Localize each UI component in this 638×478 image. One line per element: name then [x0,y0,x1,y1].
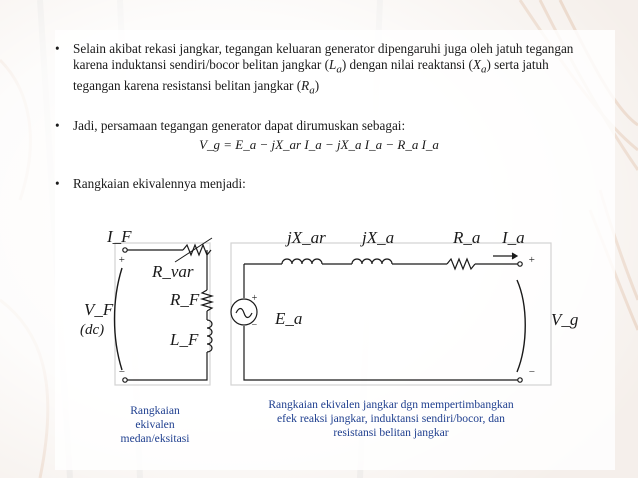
armature-caption-line: Rangkaian ekivalen jangkar dgn mempertimbangkan [268,398,514,411]
bullet-1-text-mid2: ) serta jatuh tegangan karena resistansi belitan jangkar ( [73,57,549,94]
source-minus: − [251,320,258,331]
field-minus: − [118,366,126,378]
bullet-3-text: Rangkaian ekivalennya menjadi: [73,176,246,191]
source-plus: + [251,293,258,304]
symbol-X: X [472,57,481,73]
label-rvar: R_var [152,262,194,281]
label-vg: V_g [551,310,579,329]
bullet-dot: • [55,176,60,191]
label-dc: (dc) [80,322,105,338]
armature-caption [226,398,556,440]
subscript-a: a [336,64,342,77]
label-ia: I_a [502,228,525,247]
bullet-dot: • [55,118,60,133]
label-lf: L_F [170,330,199,349]
armature-caption-line: resistansi belitan jangkar [333,426,449,439]
bullet-1-text: Selain akibat rekasi jangkar, tegangan keluaran generator dipengaruhi juga oleh jatuh tegangan karena induktansi sendiri/bocor belitan jangkar ( [73,41,574,73]
terminal-minus: − [528,366,536,378]
field-circuit [115,238,213,385]
subscript-a: a [309,85,315,98]
symbol-R: R [301,78,310,94]
terminal-plus: + [528,254,536,266]
bullet-1-text-end: ) [314,78,320,94]
voltage-equation: V_g = E_a − jX_ar I_a − jX_a I_a − R_a I_a [199,137,439,152]
label-jxar: jX_ar [287,228,326,247]
subscript-a: a [480,64,487,77]
symbol-L: L [328,57,337,73]
bullet-1-text-mid: ) dengan nilai reaktansi ( [341,57,473,73]
field-caption-line: ekivalen [135,418,175,431]
bullet-dot: • [55,41,60,56]
label-ea: E_a [275,309,303,328]
bullet-2-text: Jadi, persamaan tegangan generator dapat dirumuskan sebagai: [73,118,406,133]
label-rf: R_F [170,290,200,309]
label-ra: R_a [453,228,481,247]
armature-caption-line: efek reaksi jangkar, induktansi sendiri/bocor, dan [277,412,505,425]
label-vf: V_F [84,300,114,319]
field-caption [100,404,210,446]
field-caption-line: Rangkaian [130,404,180,417]
label-if: I_F [107,227,132,246]
field-plus: + [118,254,126,266]
label-jxa: jX_a [362,228,395,247]
field-caption-line: medan/eksitasi [120,432,190,445]
